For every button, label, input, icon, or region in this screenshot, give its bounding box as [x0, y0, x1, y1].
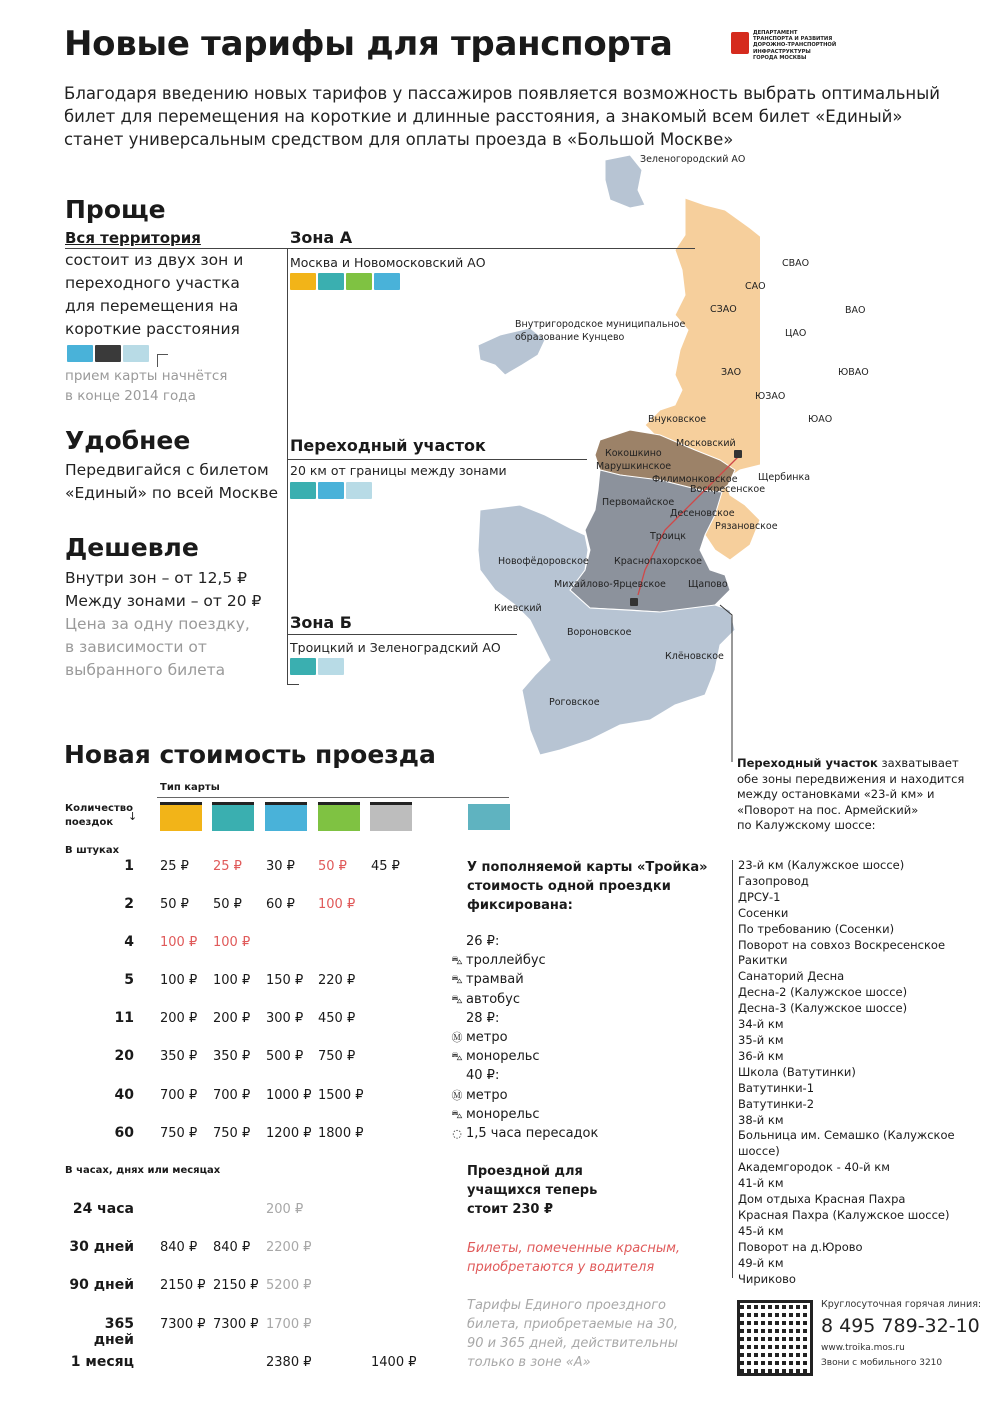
price-cell: 700 ₽ [213, 1088, 251, 1103]
map-label: Московский [676, 438, 736, 449]
text-line: учащихся теперь [467, 1183, 598, 1198]
stop-item: Поворот на д.Юрово [738, 1239, 863, 1254]
row-quantity: 2 [124, 896, 134, 912]
stop-item: Ватутинки-2 [738, 1096, 815, 1111]
price-cell: 7300 ₽ [160, 1317, 206, 1332]
card-90min-green-icon [318, 802, 360, 831]
troika-item [451, 1047, 598, 1066]
card-troika-icon [123, 345, 149, 362]
price-cell: 750 ₽ [213, 1126, 251, 1141]
map-label: Воскресенское [690, 484, 766, 495]
item-label: монорельс [466, 1106, 540, 1122]
price-cell: 1000 ₽ [266, 1088, 312, 1103]
row-quantity: 40 [114, 1087, 134, 1103]
section-simple-text [65, 249, 243, 341]
row-period: 365 дней [93, 1316, 134, 1348]
price-cell: 840 ₽ [160, 1240, 198, 1255]
section-simple-note [65, 366, 227, 406]
price-cell: 45 ₽ [371, 859, 400, 874]
text-line: прием карты начнётся [65, 368, 228, 384]
troika-item [451, 1028, 598, 1047]
map-label: Щербинка [758, 472, 811, 483]
item-label: метро [466, 1087, 508, 1103]
metro-icon: Ⓜ [451, 1031, 463, 1045]
moscow-department-logo [731, 30, 841, 68]
stop-item: Ракитки [738, 953, 788, 968]
price-cell: 200 ₽ [160, 1011, 198, 1026]
map-label: ВАО [845, 305, 866, 316]
text-line: Количество [65, 803, 133, 814]
text-line: Передвигайся с билетом [65, 461, 269, 479]
stop-item: Красная Пахра (Калужское шоссе) [738, 1207, 950, 1222]
card-edinyi-blue-icon [374, 273, 400, 290]
row-period: 24 часа [72, 1201, 134, 1217]
card-row-transit [290, 482, 374, 501]
text-line: обе зоны передвижения и находится [737, 771, 965, 786]
price-cell: 840 ₽ [213, 1240, 251, 1255]
zone-a-subtitle: Москва и Новомосковский АО [290, 255, 486, 270]
price-cell: 1500 ₽ [318, 1088, 364, 1103]
stop-item: Академгородок - 40-й км [738, 1160, 890, 1175]
map-label: Кокошкино [605, 448, 662, 459]
troika-item [451, 1124, 598, 1143]
text-line: Проездной для [467, 1164, 583, 1179]
section-cheaper-title: Дешевле [65, 533, 199, 562]
card-edinyi-icon [318, 273, 344, 290]
price-cell: 100 ₽ [160, 973, 198, 988]
tram-icon: ⛍ [451, 973, 463, 987]
map-label: Первомайское [602, 497, 675, 508]
stops-bar [732, 860, 733, 1278]
trolleybus-icon: ⛍ [451, 954, 463, 968]
row-period: 30 дней [69, 1239, 134, 1255]
text-line: 90 и 365 дней, действительны [467, 1336, 678, 1351]
text-line: по Калужскому шоссе: [737, 818, 876, 832]
text-line: в конце 2014 года [65, 388, 196, 404]
card-edinyi-teal-icon [212, 802, 254, 831]
stop-item: Чириково [738, 1271, 796, 1286]
card-troika-icon [468, 804, 510, 830]
troika-prices [451, 932, 598, 1143]
transit-subtitle: 20 км от границы между зонами [290, 463, 507, 478]
text-line: билета, приобретаемые на 30, [467, 1317, 679, 1332]
map-label: Марушкинское [596, 461, 672, 472]
text-line: захватывает [881, 756, 959, 770]
stop-item: Десна-2 (Калужское шоссе) [738, 985, 908, 1000]
price-26: 26 ₽: [466, 934, 500, 949]
price-cell: 300 ₽ [266, 1011, 304, 1026]
item-label: метро [466, 1030, 508, 1046]
text-line: только в зоне «А» [467, 1355, 591, 1370]
card-90min-icon [160, 802, 202, 831]
map-label: Десеновское [670, 508, 735, 519]
text-line: стоит 230 ₽ [467, 1202, 554, 1217]
zone-b-subtitle: Троицкий и Зеленоградский АО [290, 640, 501, 655]
price-cell: 1800 ₽ [318, 1126, 364, 1141]
map-label: Зеленогородский АО [640, 154, 746, 165]
card-edinyi-icon [290, 482, 316, 499]
row-quantity: 20 [114, 1048, 134, 1064]
card-troika-icon [346, 482, 372, 499]
card-edinyi-icon [67, 345, 93, 362]
text-line: стоимость одной проездки [467, 879, 671, 894]
card-row-simple [67, 345, 151, 364]
bus-icon [630, 598, 638, 606]
card-type-label: Тип карты [160, 782, 220, 793]
stop-item: Школа (Ватутинки) [738, 1064, 856, 1079]
red-note [467, 1239, 680, 1277]
price-cell: 350 ₽ [160, 1049, 198, 1064]
item-label: автобус [466, 991, 521, 1007]
price-40: 40 ₽: [466, 1068, 500, 1084]
zone-bracket-end [287, 684, 299, 685]
card-tat-icon [95, 345, 121, 362]
price-cell: 2150 ₽ [160, 1278, 206, 1293]
qty-label [65, 802, 133, 830]
price-cell: 50 ₽ [160, 897, 189, 912]
map-label: Роговское [549, 697, 600, 708]
price-cell: 2200 ₽ [266, 1240, 312, 1255]
map-label: Щапово [688, 579, 728, 590]
map-label: Краснопахорское [614, 556, 702, 567]
row-quantity: 1 [124, 858, 134, 874]
map-label: СЗАО [710, 304, 737, 315]
price-cell: 700 ₽ [160, 1088, 198, 1103]
text-line: для перемещения на [65, 297, 239, 315]
monorail-icon: ⛍ [451, 1107, 463, 1121]
price-cell: 1400 ₽ [371, 1355, 417, 1370]
price-cell: 60 ₽ [266, 897, 295, 912]
stop-item: Санаторий Десна [738, 969, 845, 984]
map-label: Киевский [494, 603, 542, 614]
transit-title: Переходный участок [290, 436, 486, 455]
row-quantity: 11 [114, 1010, 134, 1026]
text-line: Внутри зон – от 12,5 ₽ [65, 569, 248, 587]
logo-line: ТРАНСПОРТА И РАЗВИТИЯ [753, 36, 833, 43]
price-cell: 1200 ₽ [266, 1126, 312, 1141]
price-cell: 25 ₽ [160, 859, 189, 874]
price-28: 28 ₽: [466, 1010, 500, 1026]
stop-item: 23-й км (Калужское шоссе) [738, 858, 905, 872]
hotline-phone: 8 495 789-32-10 [821, 1315, 980, 1337]
price-cell: 100 ₽ [213, 935, 251, 950]
transit-info-bold: Переходный участок [737, 756, 878, 770]
text-line: в зависимости от [65, 638, 207, 656]
card-90min-green-icon [346, 273, 372, 290]
divider [287, 634, 517, 635]
item-label: троллейбус [466, 953, 546, 969]
item-label: 1,5 часа пересадок [466, 1126, 599, 1142]
map-label: СВАО [782, 258, 810, 269]
bus-icon [734, 450, 742, 458]
stop-item: Сосенки [738, 905, 789, 920]
moscow-coat-of-arms-icon [731, 32, 749, 54]
zone-b-title: Зона Б [290, 613, 352, 632]
qr-code-icon [737, 1300, 813, 1376]
price-cell: 50 ₽ [318, 859, 347, 874]
row-quantity: 4 [124, 934, 134, 950]
logo-line: ДОРОЖНО-ТРАНСПОРТНОЙ [753, 42, 837, 49]
map-label: Троицк [650, 531, 687, 542]
metro-icon: Ⓜ [451, 1088, 463, 1102]
stop-item: 38-й км [738, 1112, 784, 1127]
map-label: Михайлово-Ярцевское [554, 579, 666, 590]
divider [287, 459, 587, 460]
map-label: ЮЗАО [755, 391, 786, 402]
price-cell: 100 ₽ [213, 973, 251, 988]
card-edinyi-icon [290, 658, 316, 675]
price-cell: 200 ₽ [266, 1202, 304, 1217]
row-quantity: 5 [124, 972, 134, 988]
stop-item: 41-й км [738, 1176, 784, 1191]
troika-item [451, 1086, 598, 1105]
bus-icon: ⛍ [451, 992, 463, 1006]
card-row-zone-b [290, 658, 346, 677]
text-line: Между зонами – от 20 ₽ [65, 592, 262, 610]
grey-note [467, 1296, 678, 1372]
section-simple-title: Проще [65, 195, 166, 224]
map-label: Внуковское [648, 414, 707, 425]
text-line: У пополняемой карты «Тройка» [467, 860, 708, 875]
text-line: поездок [65, 817, 114, 828]
row-period: 1 месяц [70, 1354, 134, 1370]
price-cell: 450 ₽ [318, 1011, 356, 1026]
price-cell: 2150 ₽ [213, 1278, 259, 1293]
troika-item [451, 990, 598, 1009]
troika-item [451, 970, 598, 989]
card-tat-icon [370, 802, 412, 831]
mobile-number: Звони с мобильного 3210 [821, 1358, 943, 1368]
text-line: между остановками «23-й км» и [737, 787, 935, 801]
price-cell: 1700 ₽ [266, 1317, 312, 1332]
item-label: монорельс [466, 1049, 540, 1065]
intro-text: Благодаря введению новых тарифов у пассажиров появляется возможность выбрать оптимальный билет для перемещения на короткие и длинные расстояния, а знакомый всем билет «Единый» станет универсальным средством для оплаты проезда в «Большой Москве» [64, 84, 940, 149]
logo-line: ДЕПАРТАМЕНТ [753, 30, 798, 36]
item-label: трамвай [466, 972, 524, 988]
map-label [515, 318, 685, 344]
monorail-icon: ⛍ [451, 1050, 463, 1064]
text-line: фиксирована: [467, 898, 573, 913]
troika-heading [467, 858, 708, 915]
troika-item [451, 1105, 598, 1124]
logo-line: ГОРОДА МОСКВЫ [753, 54, 807, 61]
text-line: Тарифы Единого проездного [467, 1298, 666, 1313]
page-title: Новые тарифы для транспорта [64, 24, 673, 64]
moscow-map [460, 150, 760, 770]
text-line: приобретаются у водителя [467, 1260, 655, 1275]
logo-line: ИНФРАСТРУКТУРЫ [753, 48, 811, 55]
card-edinyi-blue-icon [265, 802, 307, 831]
zone-bracket [287, 248, 288, 684]
card-row-zone-a [290, 273, 402, 292]
price-cell: 750 ₽ [318, 1049, 356, 1064]
price-cell: 200 ₽ [213, 1011, 251, 1026]
stop-item: Десна-3 (Калужское шоссе) [738, 1001, 908, 1016]
stop-item: 34-й км [738, 1017, 784, 1032]
text-line: «Единый» по всей Москве [65, 484, 279, 502]
text-line: Билеты, помеченные красным, [467, 1241, 681, 1256]
price-cell: 50 ₽ [213, 897, 242, 912]
price-cell: 220 ₽ [318, 973, 356, 988]
map-label: ЮВАО [838, 367, 869, 378]
stop-item: ДРСУ-1 [738, 889, 781, 904]
text-line: переходного участка [65, 274, 240, 292]
site-url: www.troika.mos.ru [821, 1343, 905, 1353]
card-edinyi-blue-icon [318, 482, 344, 499]
price-cell: 100 ₽ [318, 897, 356, 912]
price-cell: 25 ₽ [213, 859, 242, 874]
text-line: короткие расстояния [65, 320, 240, 338]
map-label-line: образование Кунцево [515, 332, 625, 343]
zelenograd-region [605, 155, 645, 208]
text-line: состоит из двух зон и [65, 251, 244, 269]
price-cell: 5200 ₽ [266, 1278, 312, 1293]
price-cell: 7300 ₽ [213, 1317, 259, 1332]
price-cell: 150 ₽ [266, 973, 304, 988]
map-label: Новофёдоровское [498, 556, 589, 567]
stop-item: Газопровод [738, 873, 809, 888]
price-cell: 350 ₽ [213, 1049, 251, 1064]
stop-item: 49-й км [738, 1255, 784, 1270]
clock-icon: ◌ [452, 1127, 462, 1141]
down-arrow-icon: ↓ [128, 810, 138, 823]
price-cell: 30 ₽ [266, 859, 295, 874]
row-period: 90 дней [69, 1277, 134, 1293]
section-cheaper-text [65, 567, 261, 682]
row-quantity: 60 [114, 1125, 134, 1141]
section-simple-subtitle: Вся территория [65, 229, 201, 247]
stop-item: 45-й км [738, 1223, 784, 1238]
pricing-title: Новая стоимость проезда [64, 740, 436, 769]
map-label: ЗАО [721, 367, 742, 378]
price-cell: 100 ₽ [160, 935, 198, 950]
stop-item: 35-й км [738, 1032, 784, 1047]
stops-list [738, 858, 1000, 1287]
price-cell: 500 ₽ [266, 1049, 304, 1064]
map-label: ЮАО [808, 414, 833, 425]
map-label: Клёновское [665, 651, 724, 662]
stop-item: Поворот на совхоз Воскресенское [738, 937, 946, 952]
map-label: Рязановское [715, 521, 778, 532]
text-line: Цена за одну поездку, [65, 615, 250, 633]
stop-item: 36-й км [738, 1048, 784, 1063]
card-90min-icon [290, 273, 316, 290]
troika-item [451, 951, 598, 970]
stop-item: Дом отдыха Красная Пахра [738, 1192, 906, 1207]
students-note [467, 1162, 597, 1219]
section-convenient-title: Удобнее [65, 426, 191, 455]
stop-item: По требованию (Сосенки) [738, 921, 895, 936]
map-label: Филимонковское [652, 474, 738, 485]
text-line: выбранного билета [65, 661, 226, 679]
map-label: Вороновское [567, 627, 632, 638]
zone-a-title: Зона А [290, 228, 353, 247]
stop-item: Больница им. Семашко (Калужское шоссе) [738, 1128, 955, 1159]
pieces-label: В штуках [65, 845, 120, 856]
price-cell: 750 ₽ [160, 1126, 198, 1141]
text-line: «Поворот на пос. Армейский» [737, 802, 919, 817]
card-troika-icon [318, 658, 344, 675]
text-line [737, 756, 964, 772]
time-label: В часах, днях или месяцах [65, 1165, 221, 1176]
divider [157, 797, 509, 798]
section-convenient-text [65, 459, 278, 505]
price-cell: 2380 ₽ [266, 1355, 312, 1370]
transit-info [737, 756, 964, 834]
map-label: САО [745, 281, 766, 292]
hotline-label: Круглосуточная горячая линия: [821, 1299, 982, 1310]
map-label: ЦАО [785, 328, 807, 339]
stop-item: Ватутинки-1 [738, 1080, 815, 1095]
map-label-line: Внутригородское муниципальное [515, 319, 686, 330]
